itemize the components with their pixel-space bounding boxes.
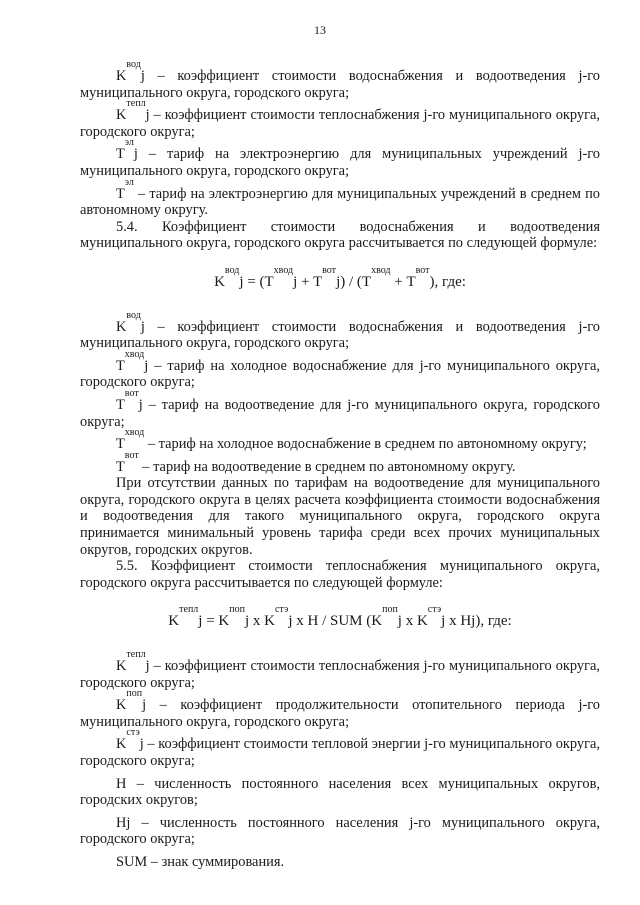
paragraph-tvot: $T^{вот}$ – тариф на водоотведение в среднем по автономному округу. — [116, 449, 516, 475]
paragraph-section-5-4: 5.4. Коэффициент стоимости водоснабжения и водоотведения муниципального округа, городского округа рассчитывается по следующей формуле: — [80, 218, 600, 252]
paragraph-kvod-definition: $K^{вод}j$ – коэффициент стоимости водоснабжения и водоотведения j-го муниципального округа, городского округа; — [80, 59, 600, 101]
paragraph-thvod-j: $T^{хвод}j$ – тариф на холодное водоснабжение для j-го муниципального округа, городского округа; — [80, 348, 600, 391]
paragraph-h: H – численность постоянного населения всех муниципальных округов, городских округов; — [80, 775, 600, 809]
paragraph-section-5-5: 5.5. Коэффициент стоимости теплоснабжения муниципального округа, городского округа рассчитывается по следующей формуле: — [80, 558, 600, 591]
page-number: 13 — [314, 23, 326, 37]
paragraph-kpop-j: $K^{поп}j$ – коэффициент продолжительности отопительного периода j-го муниципального округа, городского округа; — [80, 688, 600, 730]
paragraph-kvod-j: $K^{вод}j$ – коэффициент стоимости водоснабжения и водоотведения j-го муниципального округа, городского округа; — [80, 309, 600, 352]
paragraph-ktepl-j: $K^{тепл}j$ – коэффициент стоимости теплоснабжения j-го муниципального округа, городского округа; — [80, 649, 600, 691]
paragraph-missing-data: При отсутствии данных по тарифам на водоотведение для муниципального округа, городского округа в целях расчета коэффициента стоимости водоснабжения и водоотведения для такого муниципального округа, городского округа принимается минимальный уровень тарифа среди всех прочих муниципальных округов, городских округов. — [80, 475, 600, 558]
paragraph-thvod: $T^{хвод}$ – тариф на холодное водоснабжение в среднем по автономному округу; — [116, 427, 587, 453]
paragraph-tel-j-definition: $T^{эл}j$ – тариф на электроэнергию для муниципальных учреждений j-го муниципального округа, городского округа; — [80, 137, 600, 179]
paragraph-tvot-j: $T^{вот}j$ – тариф на водоотведение для j-го муниципального округа, городского округа; — [80, 387, 600, 430]
paragraph-kste-j: $K^{стэ}j$ – коэффициент стоимости тепловой энергии j-го муниципального округа, городского округа; — [80, 727, 600, 769]
paragraph-tel-definition: $T^{эл}$ – тариф на электроэнергию для муниципальных учреждений в среднем по автономному округу. — [80, 176, 600, 219]
formula-ktepl: $K^{тепл}j = K^{поп}j$ x $K^{стэ}j$ x H / SUM ($K^{поп}j$ x $K^{стэ}j$ x Hj), где: — [168, 604, 512, 630]
document-body — [80, 59, 600, 871]
paragraph-sum: SUM – знак суммирования. — [116, 853, 285, 870]
paragraph-ktepl-definition: $K^{тепл}j$ – коэффициент стоимости теплоснабжения j-го муниципального округа, городского округа; — [80, 98, 600, 140]
paragraph-hj: Hj – численность постоянного населения j-го муниципального округа, городского округа; — [80, 814, 600, 848]
formula-kvod: $K^{вод}j = (T^{хвод}j + T^{вот}j) / (T^{хвод} + T^{вот})$, где: — [214, 264, 466, 290]
